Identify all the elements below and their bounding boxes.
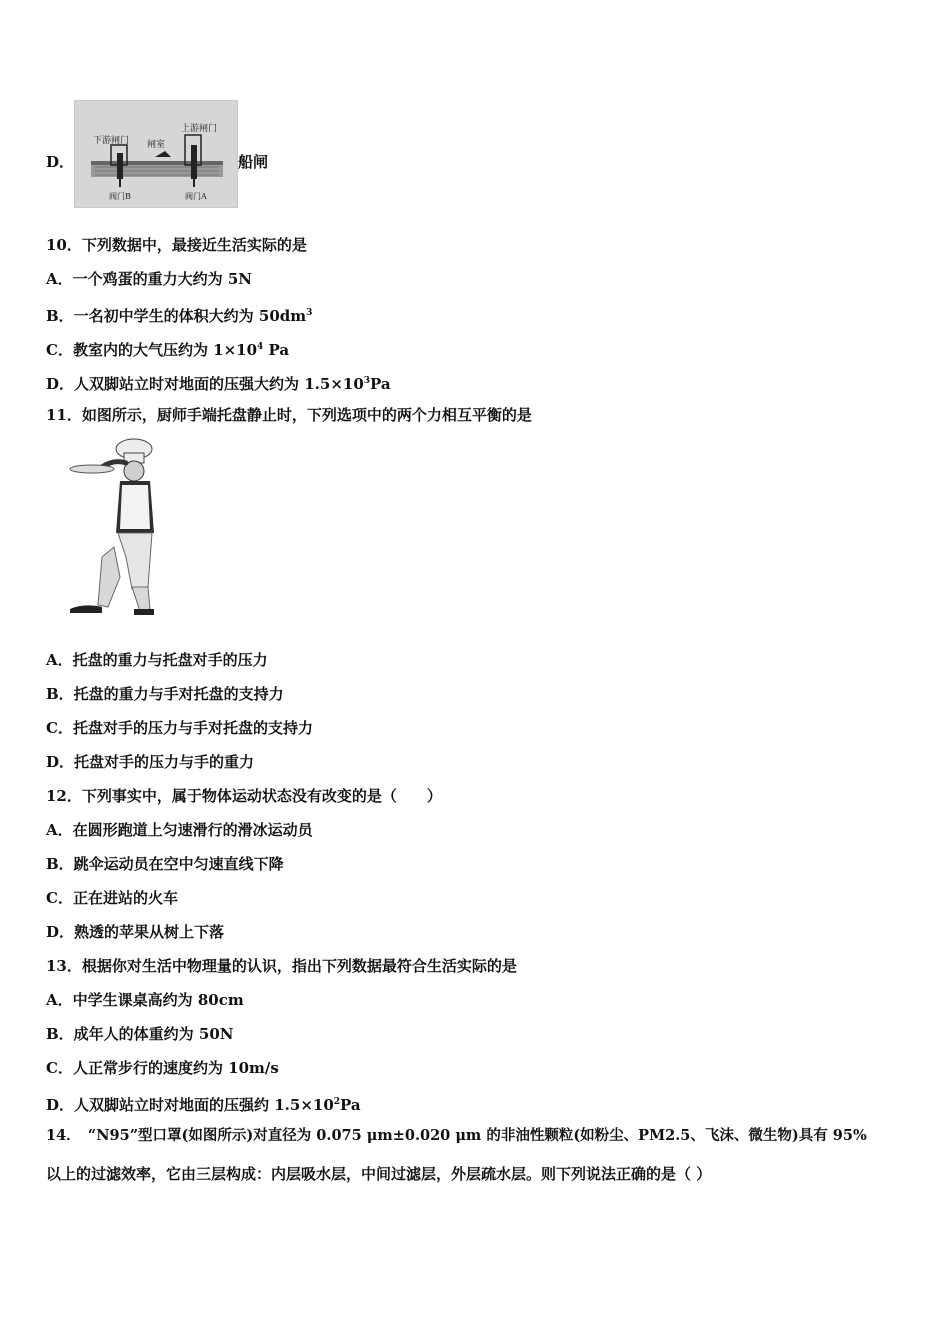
q13-option-b: B．成年人的体重约为 50N <box>46 1025 234 1043</box>
q11-option-d: D．托盘对手的压力与手的重力 <box>46 753 255 771</box>
q9-option-d <box>46 152 74 172</box>
q14-stem-line1: 14． “N95”型口罩(如图所示)对直径为 0.075 μm±0.020 μm 的非油性颗粒(如粉尘、PM2.5、飞沫、微生物)具有 95% <box>46 1127 867 1144</box>
q11-option-b: B．托盘的重力与手对托盘的支持力 <box>46 685 284 703</box>
upper-gate-label: 上游闸门 <box>181 124 218 134</box>
q9-option-d-label: D． <box>46 153 75 171</box>
q13-option-c: C．人正常步行的速度约为 10m/s <box>46 1059 279 1077</box>
q10-option-d: D．人双脚站立时对地面的压强大约为 $1.5\times 10^3Pa$ <box>46 375 391 393</box>
q11-option-c: C．托盘对手的压力与手对托盘的支持力 <box>46 719 313 737</box>
chamber-label: 闸室 <box>147 140 166 150</box>
q11-stem: 11．如图所示，厨师手端托盘静止时，下列选项中的两个力相互平衡的是 <box>46 406 532 424</box>
q12-stem: 12．下列事实中，属于物体运动状态没有改变的是（ ） <box>46 787 442 805</box>
q10-option-b: B．一名初中学生的体积大约为 $50dm^3$ <box>46 307 313 325</box>
lower-gate-label: 下游闸门 <box>93 136 130 146</box>
q12-option-c: C．正在进站的火车 <box>46 889 178 907</box>
q13-option-a: A．中学生课桌高约为 80cm <box>46 991 244 1009</box>
q9-option-d-caption: 船闸 <box>238 153 269 171</box>
q11-option-a: A．托盘的重力与托盘对手的压力 <box>46 651 268 669</box>
q10-stem: 10．下列数据中，最接近生活实际的是 <box>46 236 307 254</box>
q10-option-a: A．一个鸡蛋的重力大约为 5N <box>46 270 253 288</box>
q12-option-a: A．在圆形跑道上匀速滑行的滑冰运动员 <box>46 821 313 839</box>
ship-lock-figure <box>74 100 238 208</box>
q12-option-d: D．熟透的苹果从树上下落 <box>46 923 225 941</box>
q13-option-d: D．人双脚站立时对地面的压强约 $1.5\times 10^2Pa$ <box>46 1096 361 1114</box>
chef-figure <box>62 437 174 617</box>
q13-stem: 13．根据你对生活中物理量的认识，指出下列数据最符合生活实际的是 <box>46 957 517 975</box>
q10-option-c: C．教室内的大气压约为 $1\times 10^4$ Pa <box>46 341 290 359</box>
valve-b-label: 阀门B <box>109 192 131 201</box>
valve-a-label: 阀门A <box>185 192 207 201</box>
q12-option-b: B．跳伞运动员在空中匀速直线下降 <box>46 855 284 873</box>
q14-stem-line2: 以上的过滤效率，它由三层构成：内层吸水层，中间过滤层，外层疏水层。则下列说法正确的是（ ） <box>46 1165 712 1183</box>
